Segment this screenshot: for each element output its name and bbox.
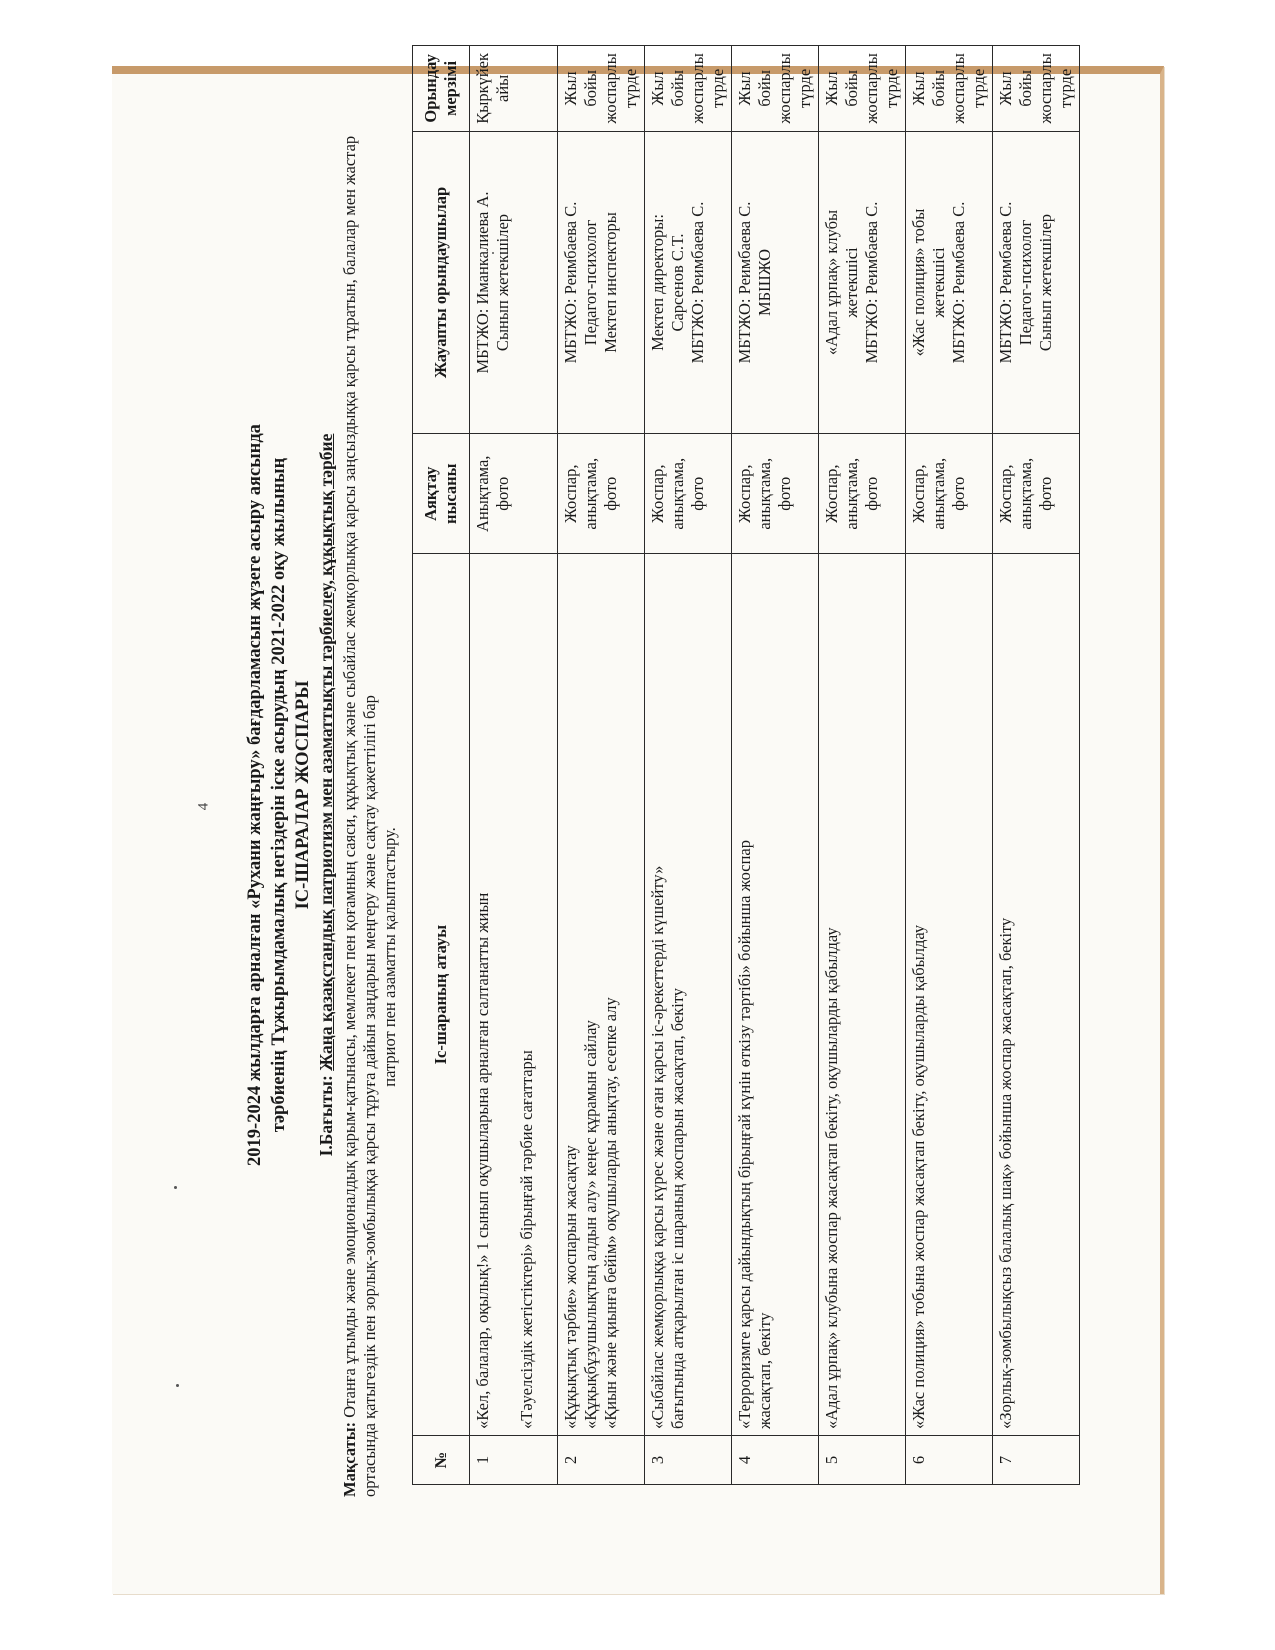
row-number: 7 xyxy=(993,1436,1080,1485)
responsible-line: МБТЖО: Реимбаева С. xyxy=(561,201,580,364)
direction-heading xyxy=(318,45,336,1545)
responsible-cell xyxy=(906,131,993,433)
event-name-cell xyxy=(732,554,819,1436)
header-number: № xyxy=(413,1436,470,1485)
event-name-line: «Зорлық-зомбылықсыз балалық шақ» бойынша жоспар жасақтап, бекіту xyxy=(996,917,1015,1430)
events-plan-table xyxy=(412,45,1080,1485)
deadline: Жыл бойы жоспарлы түрде xyxy=(732,46,819,132)
responsible-line: МБТЖО: Реимбаева С. xyxy=(735,201,754,364)
completion-form: Жоспар, анықтама, фото xyxy=(993,434,1080,554)
completion-form: Жоспар, анықтама, фото xyxy=(732,434,819,554)
event-name-cell xyxy=(993,554,1080,1436)
header-completion-form: Аяқтау нысаны xyxy=(413,434,470,554)
goal-paragraph xyxy=(340,117,400,1497)
completion-form: Жоспар, анықтама, фото xyxy=(906,434,993,554)
event-name-line: «Жас полиция» тобына жоспар жасақтап бекіту, оқушыларды қабылдау xyxy=(909,924,928,1430)
event-name-line: «Сыбайлас жемқорлыққа қарсы күрес және оған қарсы іс-әрекеттерді күшейту» xyxy=(648,865,667,1430)
responsible-line: Мектеп директоры: xyxy=(648,214,667,351)
table-row xyxy=(906,46,993,1485)
responsible-cell xyxy=(732,131,819,433)
responsible-line: жетекшісі xyxy=(842,247,861,318)
deadline: Жыл бойы жоспарлы түрде xyxy=(906,46,993,132)
deadline: Жыл бойы жоспарлы түрде xyxy=(993,46,1080,132)
responsible-line: МБШЖО xyxy=(755,248,774,317)
direction-label: I.Бағыты: xyxy=(316,1075,336,1157)
table-row xyxy=(470,46,558,1485)
responsible-line: Мектеп инспекторы xyxy=(601,212,620,353)
responsible-line: Сынып жетекшілер xyxy=(1036,213,1055,352)
row-number: 3 xyxy=(645,1436,732,1485)
responsible-line: жетекшісі xyxy=(929,247,948,318)
row-number: 4 xyxy=(732,1436,819,1485)
table-row xyxy=(993,46,1080,1485)
responsible-line: «Адал ұрпақ» клубы xyxy=(822,209,841,356)
event-name-cell xyxy=(645,554,732,1436)
responsible-line: МБТЖО: Реимбаева С. xyxy=(862,201,881,364)
page-number: 4 xyxy=(195,802,212,811)
deadline: Қыркүйек айы xyxy=(470,46,558,132)
deadline: Жыл бойы жоспарлы түрде xyxy=(645,46,732,132)
scan-speck xyxy=(174,1186,177,1189)
responsible-line: МБТЖО: Иманкалиева А. xyxy=(473,191,492,374)
event-name-line: «Қиын және қиынға бейім» оқушыларды анықтау, есепке алу xyxy=(601,997,620,1430)
rotated-document xyxy=(240,45,1075,1545)
event-name-line: «Адал ұрпақ» клубына жоспар жасақтап бекіту, оқушыларды қабылдау xyxy=(822,927,841,1430)
table-row xyxy=(732,46,819,1485)
row-number: 1 xyxy=(470,1436,558,1485)
responsible-cell xyxy=(470,131,558,433)
responsible-line: МБТЖО: Реимбаева С. xyxy=(996,201,1015,364)
completion-form: Жоспар, анықтама, фото xyxy=(645,434,732,554)
document-title-line1: 2019-2024 жылдарға арналған «Рухани жаңғыру» бағдарламасын жүзеге асыру аясында xyxy=(245,424,265,1166)
responsible-cell xyxy=(993,131,1080,433)
deadline: Жыл бойы жоспарлы түрде xyxy=(819,46,906,132)
responsible-line: МБТЖО: Реимбаева С. xyxy=(688,201,707,364)
header-deadline: Орындау мерзімі xyxy=(413,46,470,132)
event-name-cell xyxy=(819,554,906,1436)
responsible-line: Педагог-психолог xyxy=(1016,219,1035,346)
event-name-line: «Құқықбұзушылықтың алдын алу» кеңес құрамын сайлау xyxy=(581,1020,600,1430)
goal-label: Мақсаты: xyxy=(340,1421,359,1497)
table-row xyxy=(819,46,906,1485)
event-name-line: «Құқықтық тәрбие» жоспарын жасақтау xyxy=(561,1145,580,1430)
event-name-line: «Кел, балалар, оқылық!» 1 сынып оқушыларына арналған салтанатты жиын xyxy=(473,892,492,1430)
completion-form: Жоспар, анықтама, фото xyxy=(819,434,906,554)
document-title-line3: ІС-ШАРАЛАР ЖОСПАРЫ xyxy=(293,680,313,910)
row-number: 6 xyxy=(906,1436,993,1485)
event-name-line: жасақтап, бекіту xyxy=(755,1312,774,1430)
completion-form: Жоспар, анықтама, фото xyxy=(558,434,645,554)
event-name-cell xyxy=(558,554,645,1436)
event-name-cell xyxy=(470,554,558,1436)
completion-form: Анықтама, фото xyxy=(470,434,558,554)
responsible-cell xyxy=(558,131,645,433)
event-name-line: бағытында атқарылған іс шараның жоспарын жасақтап, бекіту xyxy=(668,987,687,1430)
table-row xyxy=(645,46,732,1485)
responsible-cell xyxy=(819,131,906,433)
table-header-row xyxy=(413,46,470,1485)
deadline: Жыл бойы жоспарлы түрде xyxy=(558,46,645,132)
row-number: 5 xyxy=(819,1436,906,1485)
goal-text-1: Отанға ұтымды және эмоционалдық қарым-қатынасы, мемлекет пен қоғамның саяси, құқықтық және сыбайлас жемқорлыққа қарсы заңсыздыққа xyxy=(340,391,359,1418)
table-row xyxy=(558,46,645,1485)
responsible-line: Сынып жетекшілер xyxy=(493,213,512,352)
header-responsible: Жауапты орындаушылар xyxy=(413,131,470,433)
responsible-cell xyxy=(645,131,732,433)
responsible-line: МБТЖО: Реимбаева С. xyxy=(949,201,968,364)
event-name-line: «Терроризмге қарсы дайындықтың бірыңғай күнін өткізу тәртібі» бойынша жоспар xyxy=(735,840,754,1430)
event-name-cell xyxy=(906,554,993,1436)
scan-speck xyxy=(176,1384,179,1387)
row-number: 2 xyxy=(558,1436,645,1485)
responsible-line: «Жас полиция» тобы xyxy=(909,208,928,357)
responsible-line: Сарсенов С.Т. xyxy=(668,233,687,332)
responsible-line: Педагог-психолог xyxy=(581,219,600,346)
event-name-line: «Тәуелсіздік жетістіктері» бірыңғай тәрбие сағаттары xyxy=(517,1050,536,1430)
goal-text-2: қарсы тұратын, балалар мен жастар ортасында қатыгездік пен зорлық-зомбылыққа қарсы тұруға дайын заңдарын меңгеру және сақтау қажеттілігі бар xyxy=(340,135,379,1497)
goal-text-3: патриот пен азаматты қалыптастыру. xyxy=(380,827,399,1087)
header-event-name: Іс-шараның атауы xyxy=(413,554,470,1436)
document-title-line2: тәрбиенің Тұжырымдамалық негіздерін іске асырудың 2021-2022 оқу жылының xyxy=(269,457,289,1133)
direction-name: Жаңа қазақстандық патриотизм мен азаматтықты тәрбиелеу, құқықтық тәрбие xyxy=(316,433,336,1071)
